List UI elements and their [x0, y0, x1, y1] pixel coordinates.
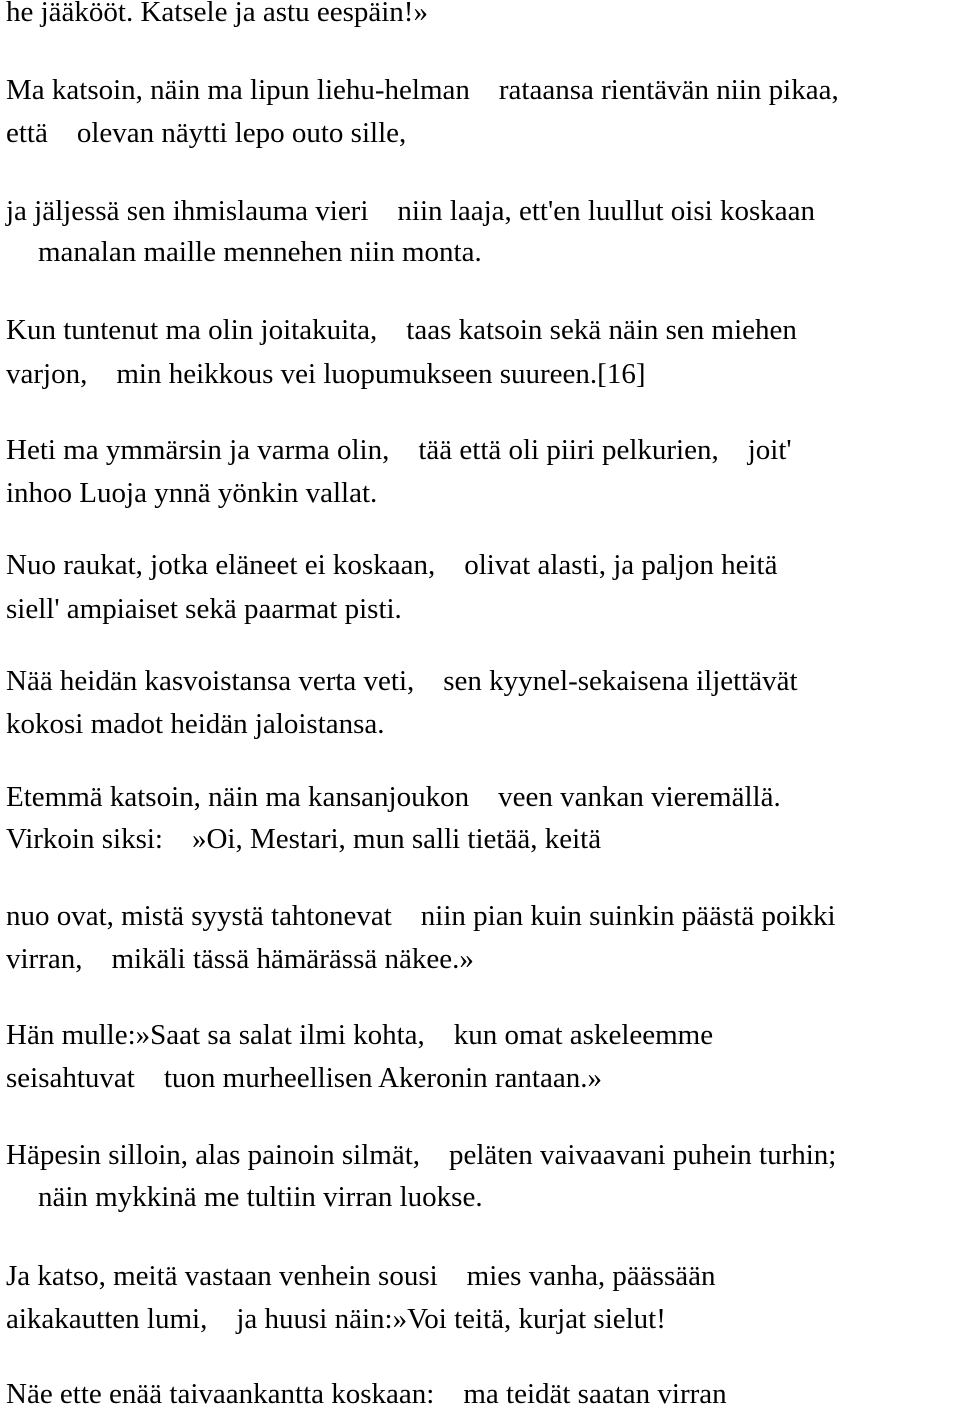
text-line: siell' ampiaiset sekä paarmat pisti.	[6, 593, 402, 625]
text-line: aikakautten lumi, ja huusi näin:»Voi teitä, kurjat sielut!	[6, 1303, 666, 1335]
text-line: varjon, min heikkous vei luopumukseen suureen.[16]	[6, 358, 646, 390]
text-line: Kun tuntenut ma olin joitakuita, taas katsoin sekä näin sen miehen	[6, 314, 797, 346]
text-line: Nää heidän kasvoistansa verta veti, sen kyynel-sekaisena iljettävät	[6, 665, 798, 697]
text-line: seisahtuvat tuon murheellisen Akeronin rantaan.»	[6, 1062, 602, 1094]
text-line: näin mykkinä me tultiin virran luokse.	[38, 1181, 483, 1213]
text-line: Ja katso, meitä vastaan venhein sousi mies vanha, päässään	[6, 1260, 716, 1292]
text-line: Virkoin siksi: »Oi, Mestari, mun salli tietää, keitä	[6, 823, 602, 855]
text-line: Nuo raukat, jotka eläneet ei koskaan, olivat alasti, ja paljon heitä	[6, 549, 778, 581]
text-line: Heti ma ymmärsin ja varma olin, tää että oli piiri pelkurien, joit'	[6, 434, 792, 466]
text-line: että olevan näytti lepo outo sille,	[6, 117, 407, 149]
text-line: he jääkööt. Katsele ja astu eespäin!»	[6, 0, 428, 28]
text-line: Etemmä katsoin, näin ma kansanjoukon veen vankan vieremällä.	[6, 781, 781, 813]
text-line: inhoo Luoja ynnä yönkin vallat.	[6, 477, 378, 509]
text-line: nuo ovat, mistä syystä tahtonevat niin pian kuin suinkin päästä poikki	[6, 900, 836, 932]
text-line: Näe ette enää taivaankantta koskaan: ma teidät saatan virran	[6, 1378, 727, 1410]
text-line: manalan maille mennehen niin monta.	[38, 236, 482, 268]
text-line: ja jäljessä sen ihmislauma vieri niin laaja, ett'en luullut oisi koskaan	[6, 195, 815, 227]
text-line: Ma katsoin, näin ma lipun liehu-helman rataansa rientävän niin pikaa,	[6, 74, 839, 106]
text-line: virran, mikäli tässä hämärässä näkee.»	[6, 943, 474, 975]
text-line: Häpesin silloin, alas painoin silmät, peläten vaivaavani puhein turhin;	[6, 1139, 837, 1171]
text-line: kokosi madot heidän jaloistansa.	[6, 708, 385, 740]
text-line: Hän mulle:»Saat sa salat ilmi kohta, kun omat askeleemme	[6, 1019, 714, 1051]
